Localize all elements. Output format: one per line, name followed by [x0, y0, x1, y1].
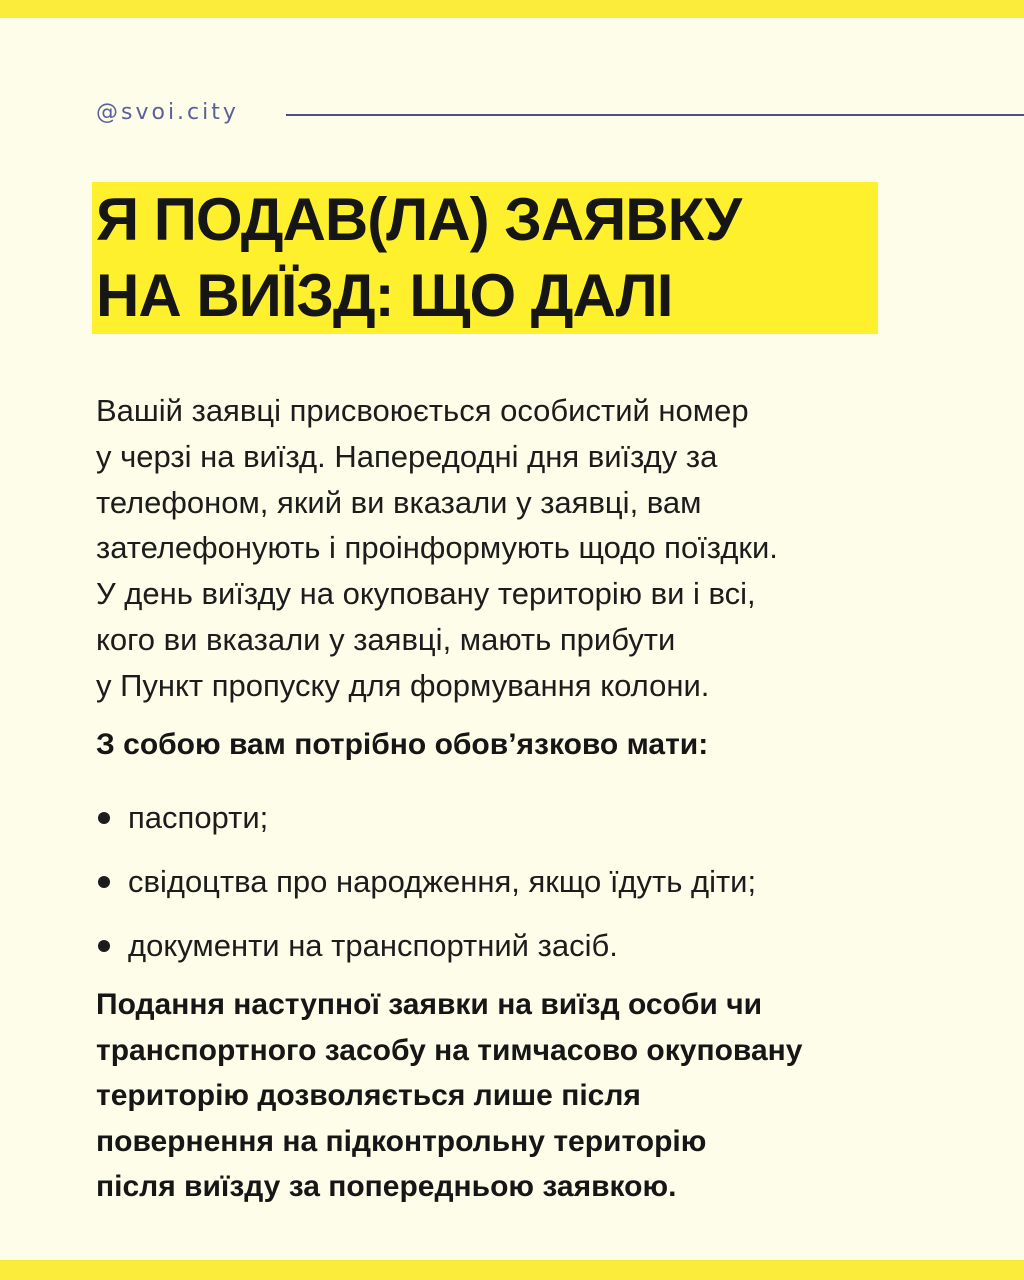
- intro-paragraph: Вашій заявці присвоюється особистий номер у черзі на виїзд. Напередодні дня виїзду за телефоном, який ви вказали у заявці, вам зателефонують і проінформують щодо поїздки. У день виїзду на окуповану територію ви і всі, кого ви вказали у заявці, мають прибути у Пункт пропуску для формування колони.: [96, 393, 778, 703]
- notice-paragraph: Подання наступної заявки на виїзд особи чи транспортного засобу на тимчасово окуповану територію дозволяється лише після повернення на підконтрольну територію після виїзду за попередньою заявкою.: [96, 988, 803, 1204]
- list-item-text: свідоцтва про народження, якщо їдуть діти;: [128, 864, 757, 899]
- bullet-icon: [98, 812, 110, 824]
- bottom-border: [0, 1260, 1024, 1280]
- documents-heading: З собою вам потрібно обов’язково мати:: [96, 728, 709, 761]
- list-item-text: документи на транспортний засіб.: [128, 928, 618, 963]
- list-item: [96, 850, 756, 914]
- brand-handle: @svoi.city: [96, 100, 239, 125]
- title-line-1: Я ПОДАВ(ЛА) ЗАЯВКУ: [92, 182, 878, 258]
- bullet-icon: [98, 940, 110, 952]
- list-item: [96, 786, 756, 850]
- page-title: [92, 182, 878, 334]
- documents-list: [96, 786, 756, 978]
- list-item-text: паспорти;: [128, 800, 269, 835]
- bullet-icon: [98, 876, 110, 888]
- top-border: [0, 0, 1024, 18]
- list-item: [96, 914, 756, 978]
- title-line-2: НА ВИЇЗД: ЩО ДАЛІ: [92, 258, 878, 334]
- header-divider: [286, 114, 1024, 116]
